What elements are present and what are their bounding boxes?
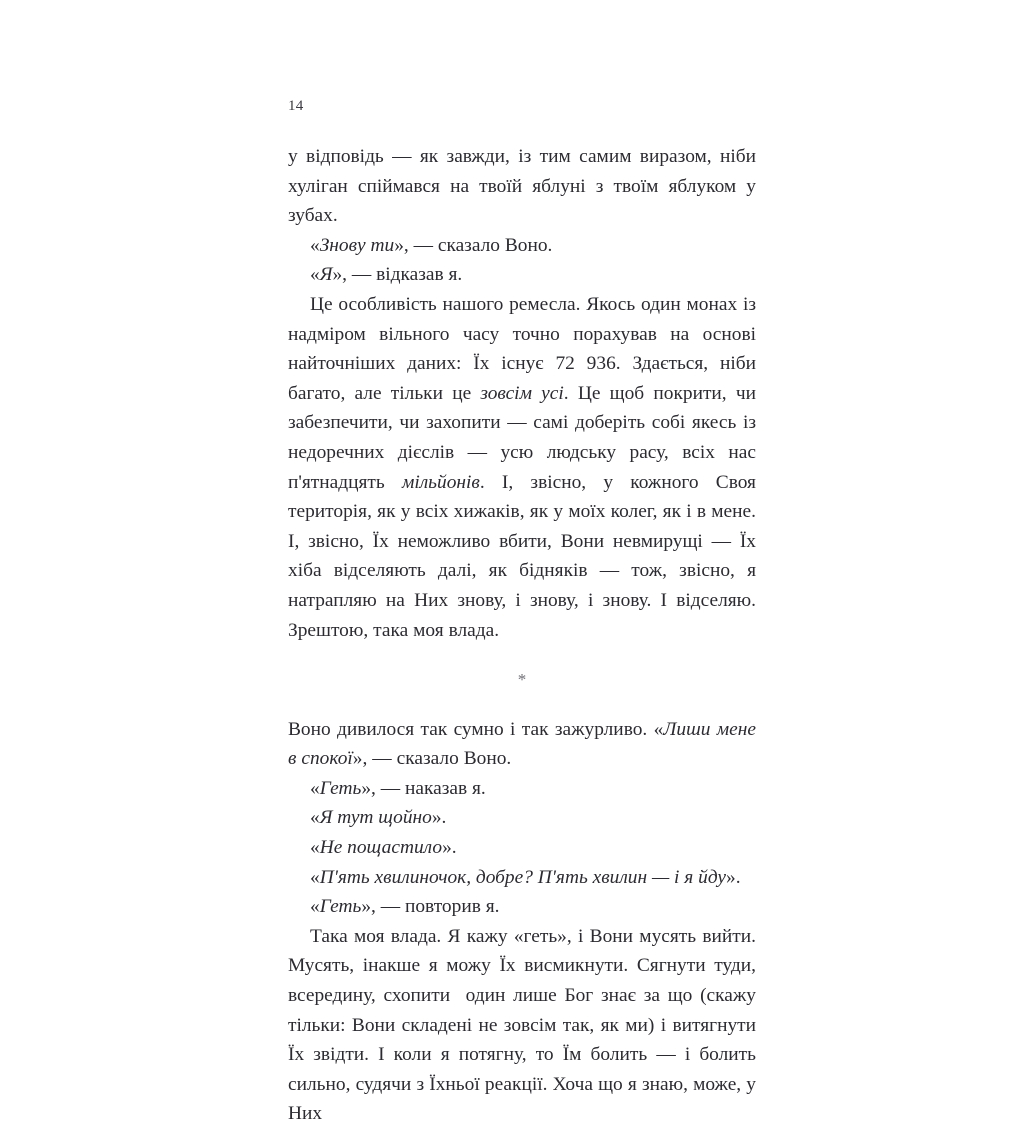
body-text-block bbox=[288, 142, 761, 1129]
dialogue-line-7 bbox=[288, 892, 756, 922]
dialogue-italic-text: Не пощастило bbox=[319, 837, 443, 859]
dialogue-line-4 bbox=[288, 803, 756, 833]
quote-open-mark: « bbox=[310, 866, 320, 888]
paragraph-text-part: Воно дивилося так сумно і так зажурливо. « bbox=[288, 718, 664, 740]
emphasis-leave-me-alone: Лиши мене в спокої bbox=[288, 718, 761, 770]
paragraph-text-part: . І, звісно, у кожного Своя територія, як у всіх хижаків, як у моїх колег, як і в мене. І, звісно, Їх неможливо вбити, Вони невмирущі — Їх хіба відселяють далі, як бідняків — тож, звісно, я натрапляю на Них знову, і знову, і знову. І відселяю. Зрештою, така моя влада. bbox=[288, 471, 761, 641]
paragraph-continuation: у відповідь — як завжди, із тим самим виразом, ніби хуліган спіймався на твоїй яблуні з твоїм яблуком у зубах. bbox=[288, 146, 761, 227]
dialogue-italic-text: П'ять хвилиночок, добре? П'ять хвилин — і я йду bbox=[319, 866, 726, 888]
paragraph-text-part: . Це щоб покрити, чи забезпечити, чи захопити — самі доберіть собі якесь із недоречних дієслів — усю людську расу, всіх нас п'ятнадцять bbox=[288, 382, 761, 493]
emphasis-zovsim-usi: зовсім усі bbox=[480, 382, 564, 404]
page-number: 14 bbox=[288, 98, 304, 114]
quote-open-mark: « bbox=[310, 837, 320, 859]
dialogue-italic-text: Знову ти bbox=[319, 234, 395, 256]
quote-open-mark: « bbox=[310, 777, 320, 799]
dialogue-line-2 bbox=[288, 260, 756, 290]
dialogue-line-3 bbox=[288, 774, 756, 804]
quote-open-mark: « bbox=[310, 807, 320, 829]
dialogue-line-5 bbox=[288, 833, 756, 863]
dialogue-attribution: », — наказав я. bbox=[361, 777, 486, 799]
dialogue-attribution: ». bbox=[442, 837, 457, 859]
paragraph-sad-look bbox=[288, 715, 761, 774]
dialogue-line-6 bbox=[288, 863, 756, 893]
paragraph-craft bbox=[288, 290, 761, 645]
dialogue-attribution: », — сказало Воно. bbox=[394, 234, 553, 256]
quote-open-mark: « bbox=[310, 264, 320, 286]
dialogue-line-1 bbox=[288, 231, 756, 261]
dialogue-attribution: », — відказав я. bbox=[332, 264, 463, 286]
paragraph-my-power: Така моя влада. Я кажу «геть», і Вони мусять вийти. Мусять, інакше я можу Їх висмикнути. Сягнути туди, всередину, схопити один лише Бог знає за що (скажу тільки: Вони складені не зовсім так, як ми) і витягнути Їх звідти. І коли я потягну, то Їм болить — і болить сильно, судячи з Їхньої реакції. Хоча що я знаю, може, у Них bbox=[288, 925, 761, 1125]
dialogue-attribution: ». bbox=[431, 807, 447, 829]
dialogue-attribution: », — повторив я. bbox=[361, 896, 500, 918]
paragraph-text-part: », — сказало Воно. bbox=[352, 748, 512, 770]
scene-break-asterisk: * bbox=[517, 670, 527, 690]
emphasis-milyoniv: мільйонів bbox=[401, 471, 480, 493]
dialogue-italic-text: Геть bbox=[319, 777, 362, 799]
dialogue-attribution: ». bbox=[726, 866, 741, 888]
quote-open-mark: « bbox=[310, 234, 320, 256]
quote-open-mark: « bbox=[310, 896, 320, 918]
dialogue-italic-text: Геть bbox=[319, 896, 362, 918]
paragraph-text-part: Це особливість нашого ремесла. Якось один монах із надміром вільного часу точно порахував на основі найточніших даних: Їх існує 72 936. Здається, ніби багато, але тільки це bbox=[288, 293, 761, 404]
dialogue-italic-text: Я bbox=[319, 264, 333, 286]
dialogue-italic-text: Я тут щойно bbox=[319, 807, 432, 829]
